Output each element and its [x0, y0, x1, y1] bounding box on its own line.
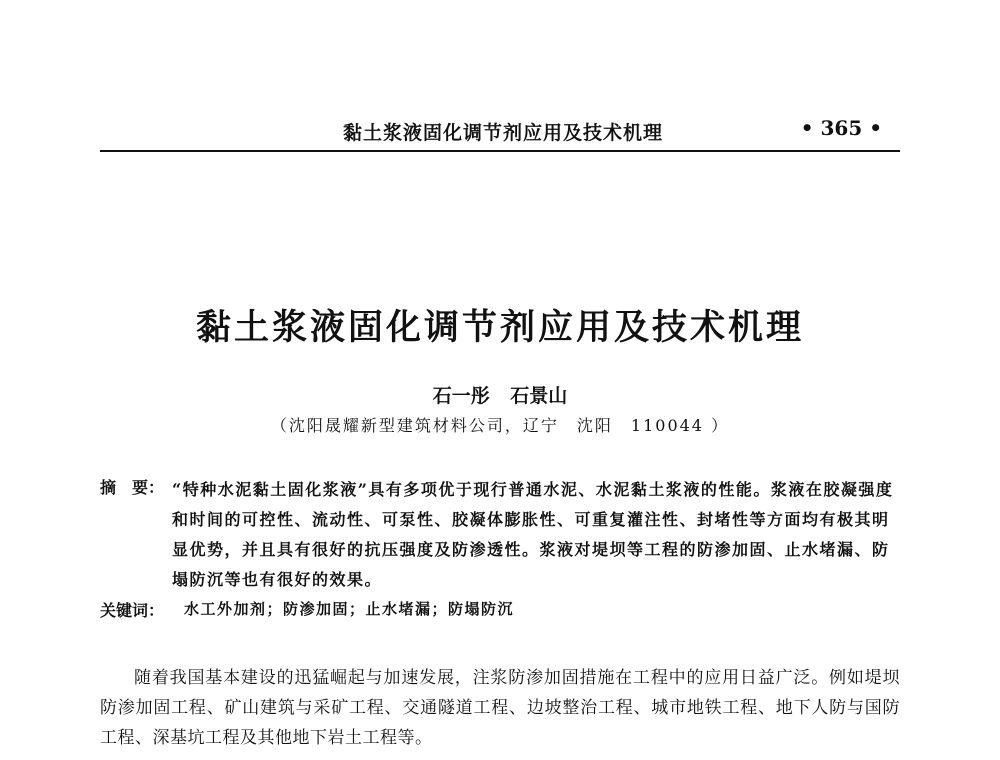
abstract-label: 摘 要： — [100, 478, 165, 497]
abstract-text: “特种水泥黏土固化浆液”具有多项优于现行普通水泥、水泥黏土浆液的性能。浆液在胶凝强度和时间的可控性、流动性、可泵性、胶凝体膨胀性、可重复灌注性、封堵性等方面均有极其明显优势，并且具有很好的抗压强度及防渗透性。浆液对堤坝等工程的防渗加固、止水堵漏、防塌防沉等也有很好的效果。 — [172, 480, 894, 589]
running-title: 黏土浆液固化调节剂应用及技术机理 — [343, 122, 664, 144]
keywords-label: 关键词： — [100, 601, 165, 620]
body-paragraph: 随着我国基本建设的迅猛崛起与加速发展，注浆防渗加固措施在工程中的应用日益广泛。例如堤坝防渗加固工程、矿山建筑与采矿工程、交通隧道工程、边坡整治工程、城市地铁工程、地下人防与国防工程、深基坑工程及其他地下岩土工程等。 — [100, 668, 900, 748]
authors: 石一彤 石景山 — [432, 385, 568, 407]
page-number: • 365 • — [800, 116, 882, 140]
keywords-text: 水工外加剂；防渗加固；止水堵漏；防塌防沉 — [184, 600, 515, 618]
running-header — [100, 116, 900, 152]
article-title: 黏土浆液固化调节剂应用及技术机理 — [195, 308, 804, 348]
affiliation: （沈阳晟耀新型建筑材料公司，辽宁 沈阳 110044 ） — [270, 416, 730, 435]
